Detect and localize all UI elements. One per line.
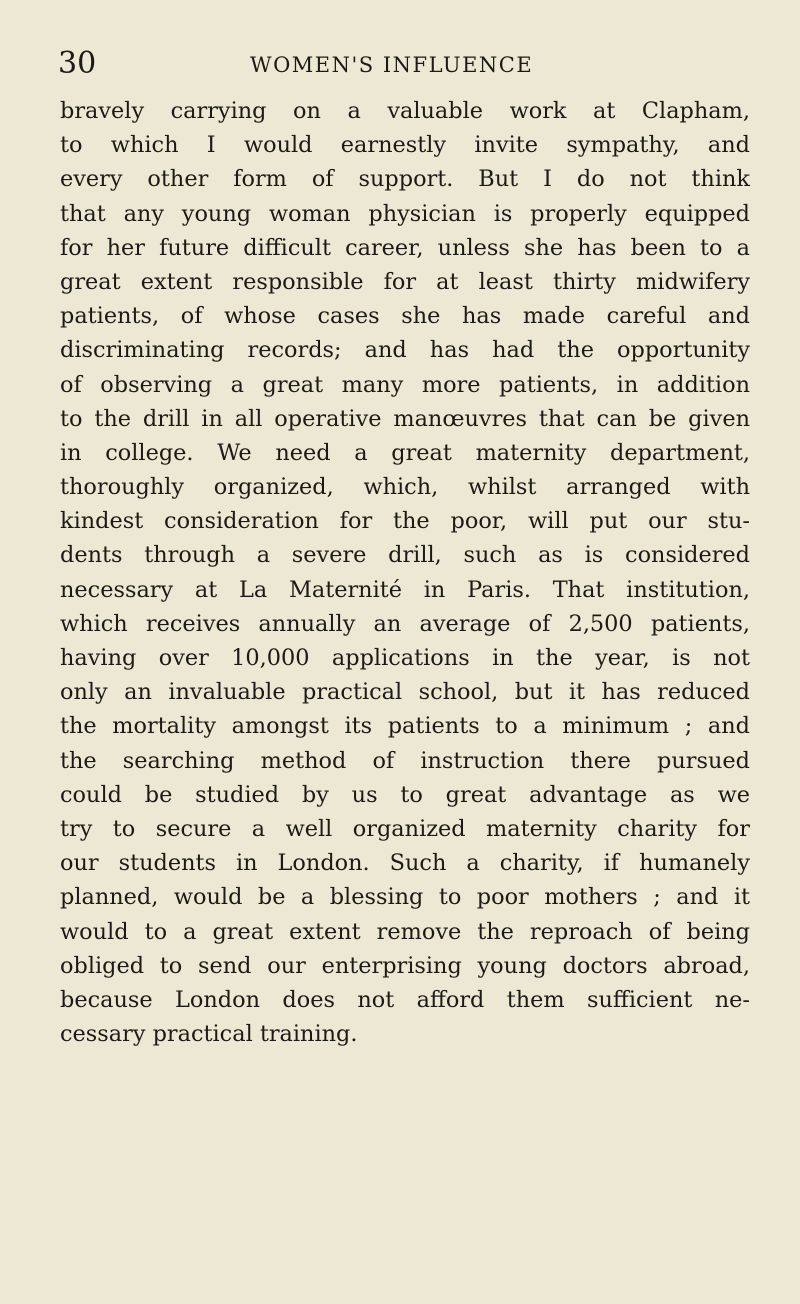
text-line: to which I would earnestly invite sympathy, and (60, 132, 750, 159)
text-line: kindest consideration for the poor, will put our stu- (60, 508, 750, 535)
running-head (0, 44, 800, 88)
text-line: because London does not afford them sufficient ne- (60, 986, 750, 1013)
text-line: necessary at La Maternité in Paris. That institution, (60, 576, 750, 603)
text-line: the mortality amongst its patients to a minimum ; and (60, 713, 750, 740)
text-line: could be studied by us to great advantage as we (60, 781, 750, 808)
text-line: that any young woman physician is properly equipped (60, 200, 750, 227)
running-title: WOMEN'S INFLUENCE (250, 53, 534, 77)
text-line: great extent responsible for at least thirty midwifery (60, 268, 750, 295)
text-line: thoroughly organized, which, whilst arranged with (60, 474, 750, 501)
page-number: 30 (58, 46, 97, 81)
text-line: for her future difficult career, unless she has been to a (60, 234, 750, 261)
text-line: try to secure a well organized maternity charity for (60, 815, 750, 842)
text-line: in college. We need a great maternity department, (60, 439, 750, 466)
text-line: the searching method of instruction there pursued (60, 747, 750, 774)
text-line: cessary practical training. (60, 1021, 358, 1048)
text-line: our students in London. Such a charity, if humanely (60, 850, 750, 877)
text-line: obliged to send our enterprising young doctors abroad, (60, 952, 750, 979)
text-line: discriminating records; and has had the opportunity (60, 337, 750, 364)
text-line: having over 10,000 applications in the year, is not (60, 645, 750, 671)
text-line: every other form of support. But I do not think (60, 166, 750, 193)
text-line: bravely carrying on a valuable work at Clapham, (60, 98, 750, 124)
text-line: dents through a severe drill, such as is considered (60, 542, 750, 569)
text-line: patients, of whose cases she has made careful and (60, 303, 750, 330)
body-text (60, 94, 750, 1051)
text-line: which receives annually an average of 2,500 patients, (60, 610, 750, 637)
text-line: would to a great extent remove the reproach of being (60, 918, 750, 945)
text-line: to the drill in all operative manœuvres that can be given (60, 405, 750, 432)
text-line: of observing a great many more patients, in addition (60, 371, 750, 398)
text-line: only an invaluable practical school, but it has reduced (60, 679, 750, 706)
text-line: planned, would be a blessing to poor mothers ; and it (60, 884, 750, 911)
